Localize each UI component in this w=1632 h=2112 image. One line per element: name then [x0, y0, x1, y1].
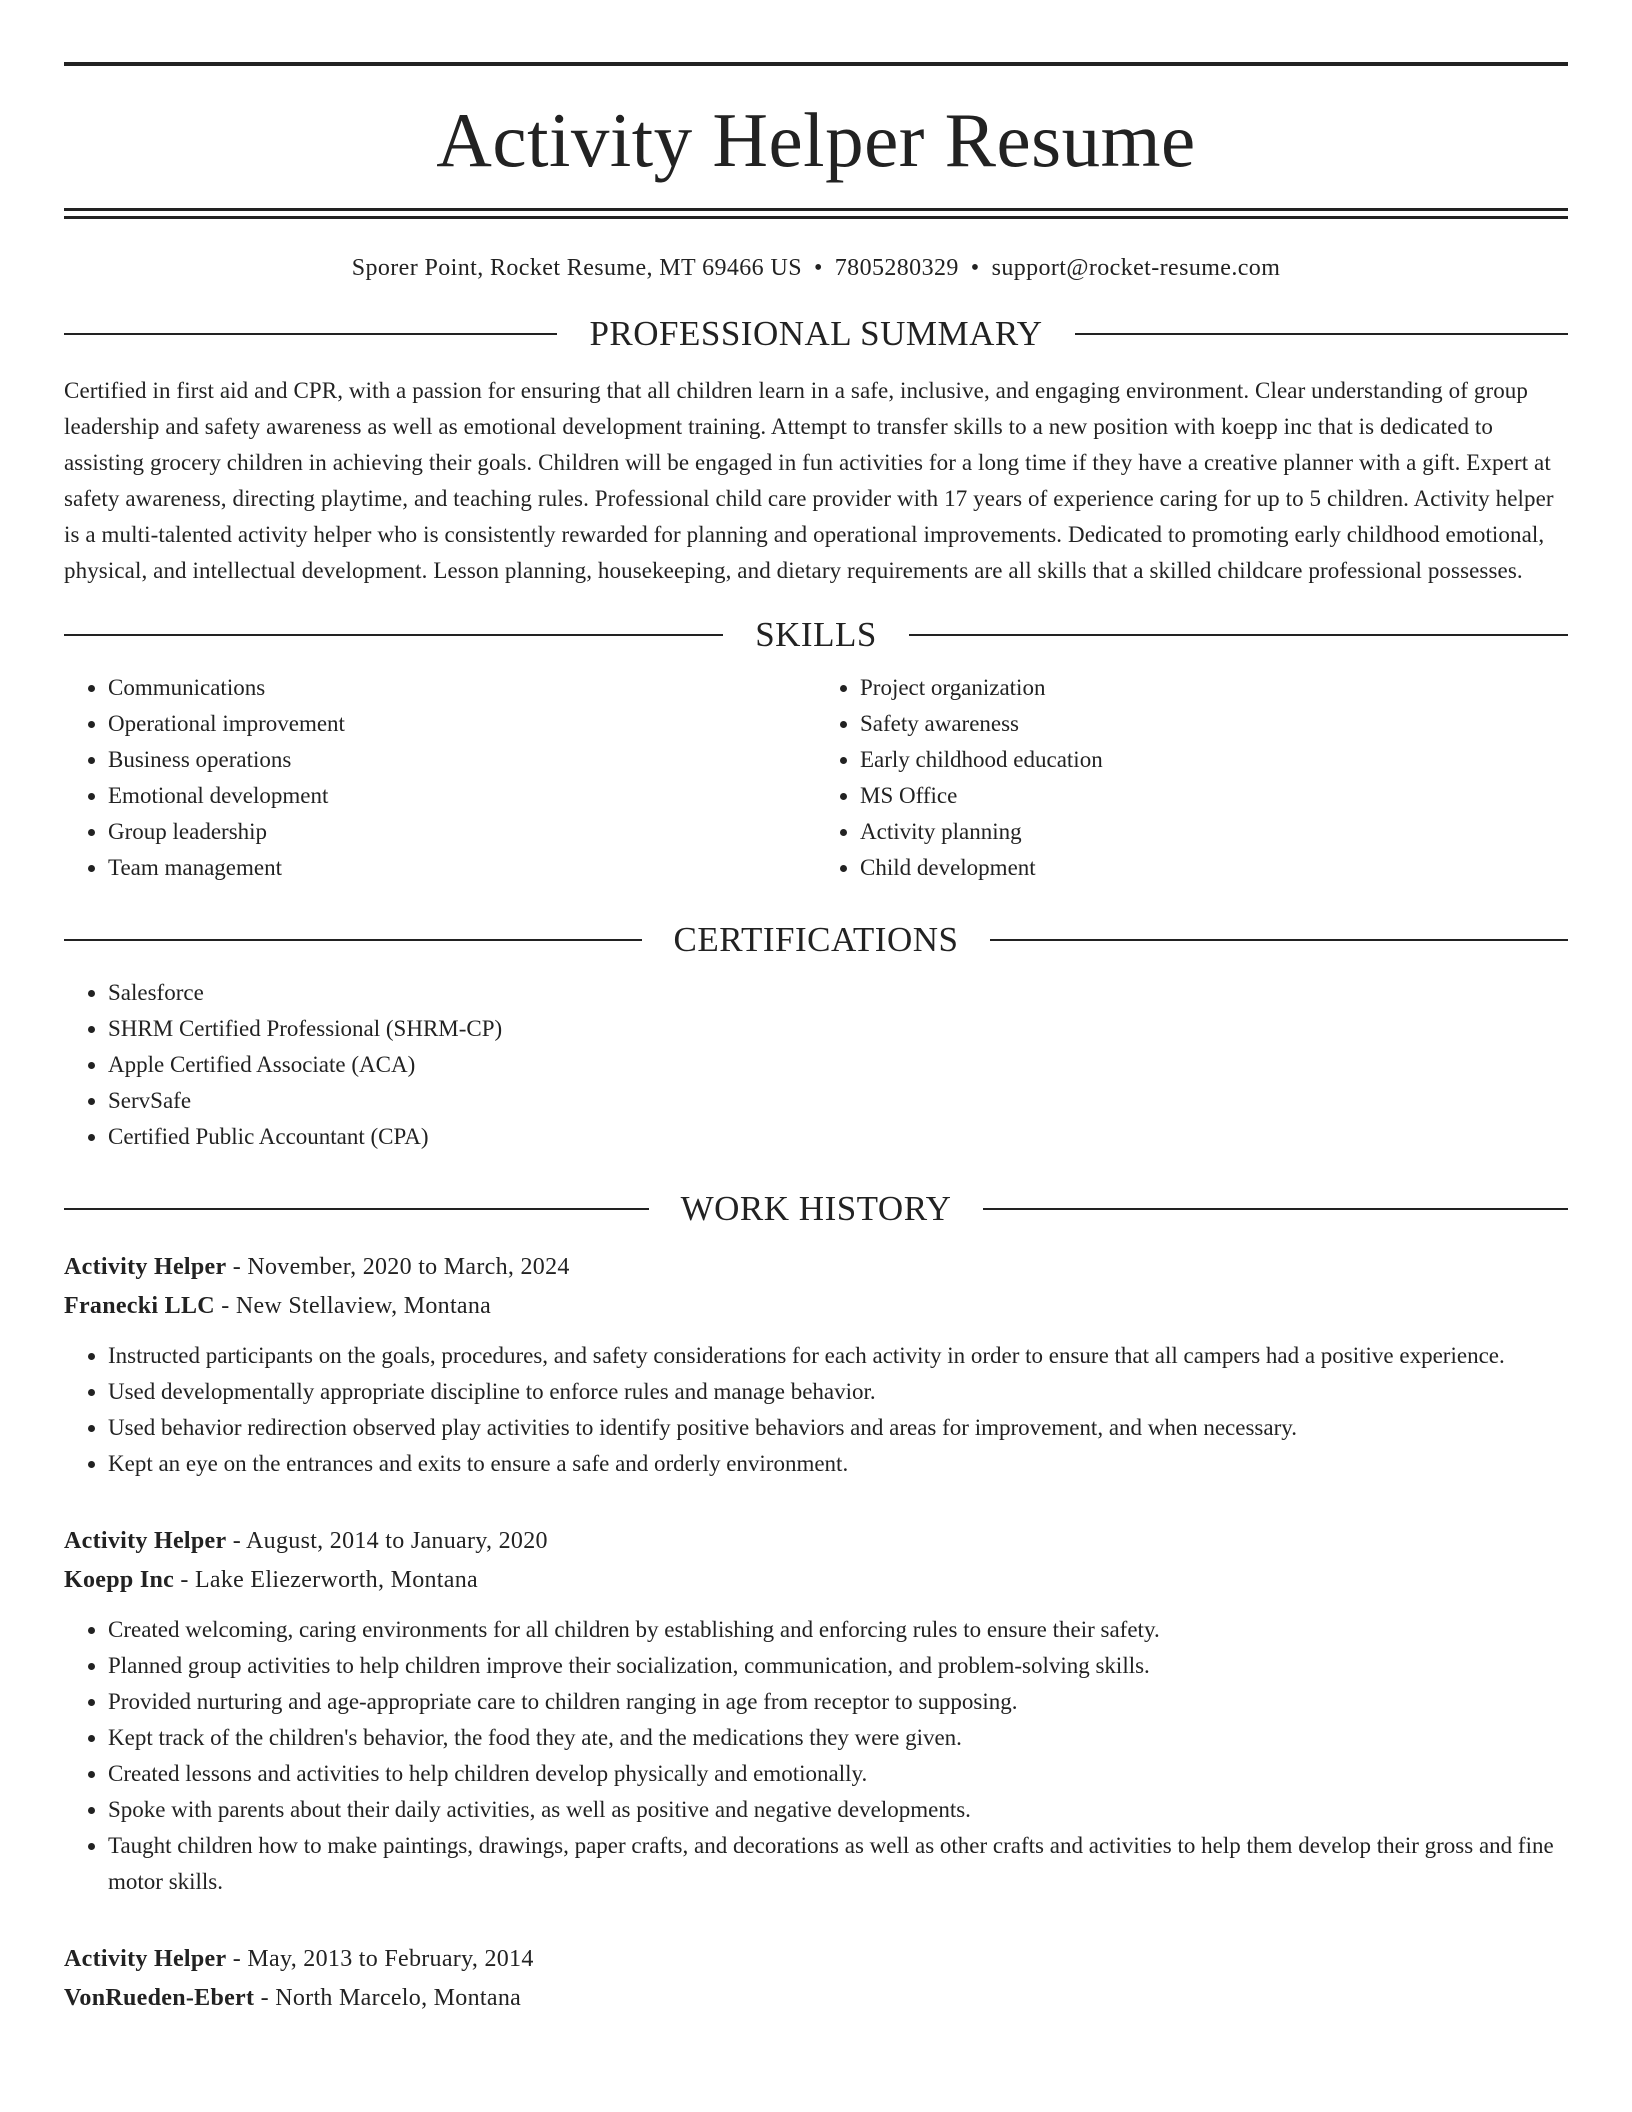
job-role: Activity Helper — [64, 1254, 227, 1280]
job-location: North Marcelo, Montana — [275, 1985, 522, 2011]
job-role: Activity Helper — [64, 1946, 227, 1972]
job-bullets — [64, 1612, 1568, 1900]
certification-item: • Certified Public Accountant (CPA) — [108, 1119, 1568, 1155]
section-title-work-history: WORK HISTORY — [680, 1189, 952, 1228]
job-bullet: • Planned group activities to help children improve their socialization, communication, and problem-solving skills. — [108, 1648, 1568, 1684]
skill-item: • Safety awareness — [860, 706, 1568, 742]
contact-phone: 7805280329 — [834, 255, 959, 281]
certification-item: • Apple Certified Associate (ACA) — [108, 1047, 1568, 1083]
job-bullet: • Kept track of the children's behavior, the food they ate, and the medications they were given. — [108, 1720, 1568, 1756]
job-entry — [64, 1940, 1568, 2018]
skill-item: • MS Office — [860, 778, 1568, 814]
job-bullet: • Used behavior redirection observed play activities to identify positive behaviors and areas for improvement, and when necessary. — [108, 1410, 1568, 1446]
job-title-line: Activity Helper - November, 2020 to March, 2024 — [64, 1254, 570, 1280]
job-company: Franecki LLC — [64, 1293, 215, 1319]
job-bullets — [64, 1338, 1568, 1482]
job-dates: August, 2014 to January, 2020 — [246, 1528, 548, 1554]
skill-item: • Operational improvement — [108, 706, 816, 742]
job-bullet: • Used developmentally appropriate discipline to enforce rules and manage behavior. — [108, 1374, 1568, 1410]
job-location: Lake Eliezerworth, Montana — [194, 1567, 478, 1593]
section-header-certifications — [64, 922, 1568, 957]
section-title-certifications: CERTIFICATIONS — [673, 920, 959, 959]
section-title-summary: PROFESSIONAL SUMMARY — [589, 314, 1043, 353]
skill-item: • Business operations — [108, 742, 816, 778]
certification-item: • ServSafe — [108, 1083, 1568, 1119]
skill-item: • Early childhood education — [860, 742, 1568, 778]
divider — [983, 1208, 1568, 1210]
resume-page — [64, 0, 1568, 2018]
divider — [990, 939, 1568, 941]
divider — [64, 939, 642, 941]
contact-email: support@rocket-resume.com — [991, 255, 1281, 281]
job-bullet: • Created welcoming, caring environments for all children by establishing and enforcing rules to ensure their safety. — [108, 1612, 1568, 1648]
job-entry — [64, 1522, 1568, 1900]
contact-separator: • — [813, 255, 823, 281]
job-dates: November, 2020 to March, 2024 — [247, 1254, 570, 1280]
skill-item: • Emotional development — [108, 778, 816, 814]
skills-list-right — [816, 670, 1568, 886]
divider — [64, 1208, 649, 1210]
skill-item: • Group leadership — [108, 814, 816, 850]
summary-text: Certified in first aid and CPR, with a passion for ensuring that all children learn in a safe, inclusive, and engaging environment. Clear understanding of group leadership and safety awareness as well as emotional development training. Attempt to transfer skills to a new position with koepp inc that is dedicated to assisting grocery children in achieving their goals. Children will be engaged in fun activities for a long time if they have a creative planner with a gift. Expert at safety awareness, directing playtime, and teaching rules. Professional child care provider with 17 years of experience caring for up to 5 children. Activity helper is a multi-talented activity helper who is consistently rewarded for planning and operational improvements. Dedicated to promoting early childhood emotional, physical, and intellectual development. Lesson planning, housekeeping, and dietary requirements are all skills that a skilled childcare professional possesses. — [64, 378, 1554, 583]
skill-item: • Team management — [108, 850, 816, 886]
job-bullet: • Kept an eye on the entrances and exits to ensure a safe and orderly environment. — [108, 1446, 1568, 1482]
job-bullet: • Created lessons and activities to help children develop physically and emotionally. — [108, 1756, 1568, 1792]
certification-item: • SHRM Certified Professional (SHRM-CP) — [108, 1011, 1568, 1047]
header-rule-top — [64, 62, 1568, 66]
section-header-work-history — [64, 1191, 1568, 1226]
skill-item: • Communications — [108, 670, 816, 706]
divider — [64, 333, 557, 335]
job-company: VonRueden-Ebert — [64, 1985, 255, 2011]
contact-line — [64, 255, 1568, 282]
section-header-summary — [64, 316, 1568, 351]
section-title-skills: SKILLS — [755, 615, 877, 654]
job-company-line: Franecki LLC - New Stellaview, Montana — [64, 1293, 492, 1319]
certifications-list — [64, 975, 1568, 1155]
job-bullet: • Taught children how to make paintings, drawings, paper crafts, and decorations as well as other crafts and activities to help them develop their gross and fine motor skills. — [108, 1828, 1568, 1900]
page-title: Activity Helper Resume — [436, 97, 1196, 183]
job-title-line: Activity Helper - May, 2013 to February, 2014 — [64, 1946, 534, 1972]
job-location: New Stellaview, Montana — [235, 1293, 492, 1319]
job-company-line: Koepp Inc - Lake Eliezerworth, Montana — [64, 1567, 478, 1593]
header-rule-double — [64, 208, 1568, 219]
job-entry — [64, 1248, 1568, 1482]
divider — [909, 634, 1568, 636]
divider — [1075, 333, 1568, 335]
certification-item: • Salesforce — [108, 975, 1568, 1011]
section-header-skills — [64, 617, 1568, 652]
skills-list-left — [64, 670, 816, 886]
job-role: Activity Helper — [64, 1528, 227, 1554]
job-title-line: Activity Helper - August, 2014 to January, 2020 — [64, 1528, 548, 1554]
contact-separator: • — [970, 255, 980, 281]
skill-item: • Activity planning — [860, 814, 1568, 850]
divider — [64, 634, 723, 636]
skill-item: • Child development — [860, 850, 1568, 886]
job-bullet: • Spoke with parents about their daily activities, as well as positive and negative developments. — [108, 1792, 1568, 1828]
job-company: Koepp Inc — [64, 1567, 175, 1593]
skill-item: • Project organization — [860, 670, 1568, 706]
skills-grid — [64, 670, 1568, 886]
job-company-line: VonRueden-Ebert - North Marcelo, Montana — [64, 1985, 522, 2011]
job-dates: May, 2013 to February, 2014 — [247, 1946, 534, 1972]
job-bullet: • Provided nurturing and age-appropriate care to children ranging in age from receptor to supposing. — [108, 1684, 1568, 1720]
job-bullet: • Instructed participants on the goals, procedures, and safety considerations for each activity in order to ensure that all campers had a positive experience. — [108, 1338, 1568, 1374]
contact-address: Sporer Point, Rocket Resume, MT 69466 US — [351, 255, 802, 281]
